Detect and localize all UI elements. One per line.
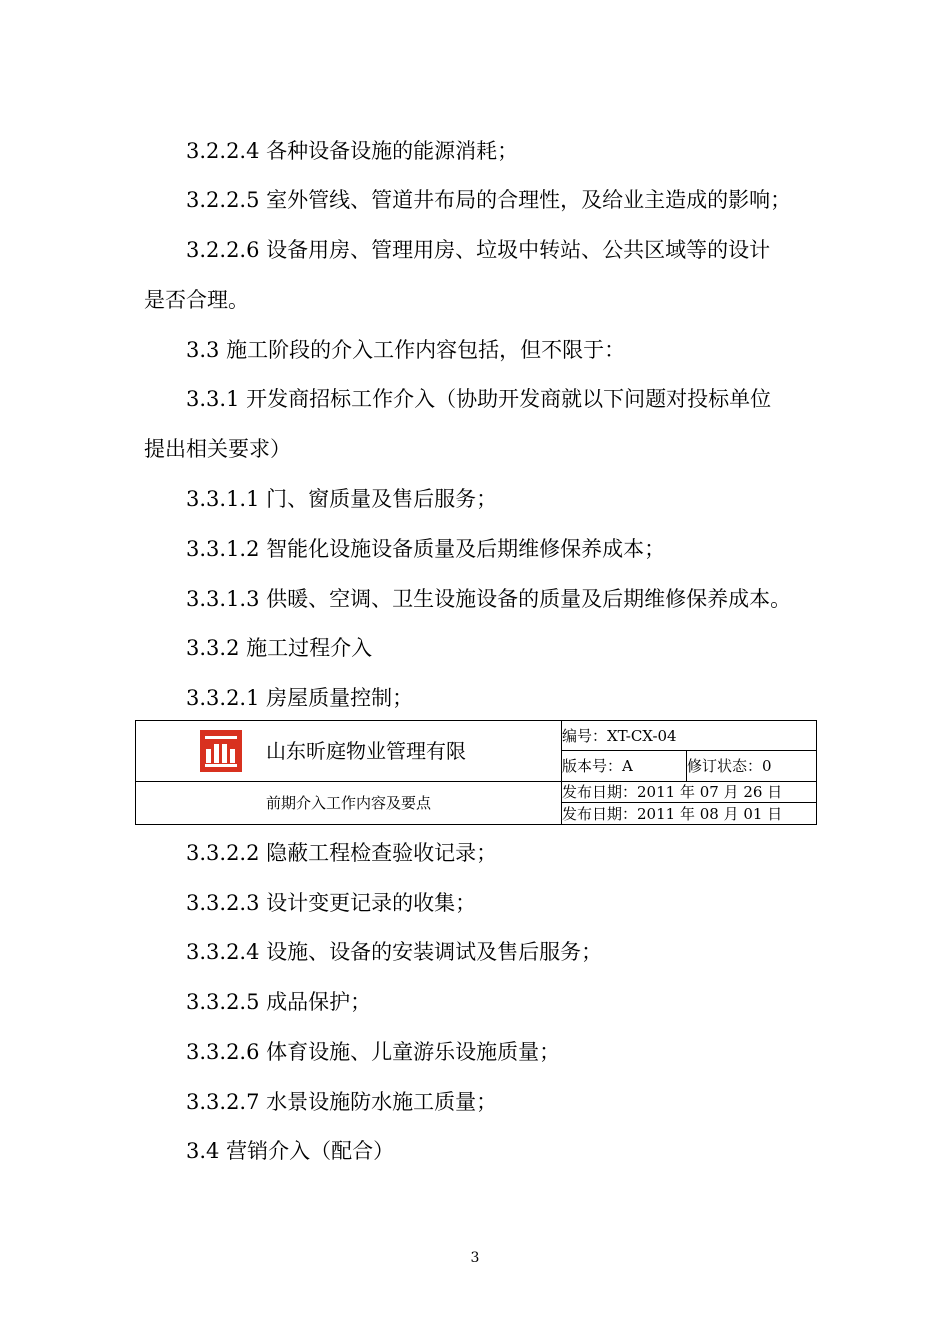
body-line: 3.3.2.2 隐蔽工程检查验收记录； [186,841,498,865]
body-line: 3.3.1 开发商招标工作介入（协助开发商就以下问题对投标单位 [186,387,772,411]
body-line: 3.3.2 施工过程介入 [186,636,373,660]
page-number: 3 [470,1250,480,1266]
effective-date: 发布日期：2011 年 08 月 01 日 [562,803,817,825]
company-cell [136,721,562,782]
body-line: 3.4 营销介入（配合） [186,1139,395,1163]
body-line: 3.3.2.1 房屋质量控制； [186,686,414,710]
document-title: 前期介入工作内容及要点 [136,781,562,824]
body-line: 3.2.2.5 室外管线、管道井布局的合理性，及给业主造成的影响； [186,188,792,212]
body-line: 3.3.1.2 智能化设施设备质量及后期维修保养成本； [186,537,666,561]
body-line: 是否合理。 [144,288,249,312]
body-line: 3.3.2.6 体育设施、儿童游乐设施质量； [186,1040,561,1064]
issue-date: 发布日期：2011 年 07 月 26 日 [562,781,817,803]
body-line: 3.3.2.5 成品保护； [186,990,372,1014]
body-line: 3.2.2.6 设备用房、管理用房、垃圾中转站、公共区域等的设计 [186,238,771,262]
body-line: 3.3.1.1 门、窗质量及售后服务； [186,487,498,511]
body-line: 3.2.2.4 各种设备设施的能源消耗； [186,139,519,163]
document-header-table [135,720,817,825]
body-line: 3.3.2.3 设计变更记录的收集； [186,891,477,915]
body-line: 3.3.2.4 设施、设备的安装调试及售后服务； [186,940,603,964]
company-logo-icon [200,730,242,772]
revision-status: 修订状态：0 [687,751,817,781]
version-number: 版本号：A [562,751,687,781]
body-line: 3.3 施工阶段的介入工作内容包括，但不限于： [186,338,626,362]
doc-number: 编号：XT-CX-04 [562,721,817,751]
body-line: 3.3.2.7 水景设施防水施工质量； [186,1090,498,1114]
company-name: 山东昕庭物业管理有限 [266,738,466,763]
body-line: 3.3.1.3 供暖、空调、卫生设施设备的质量及后期维修保养成本。 [186,587,792,611]
body-line: 提出相关要求） [144,437,291,461]
